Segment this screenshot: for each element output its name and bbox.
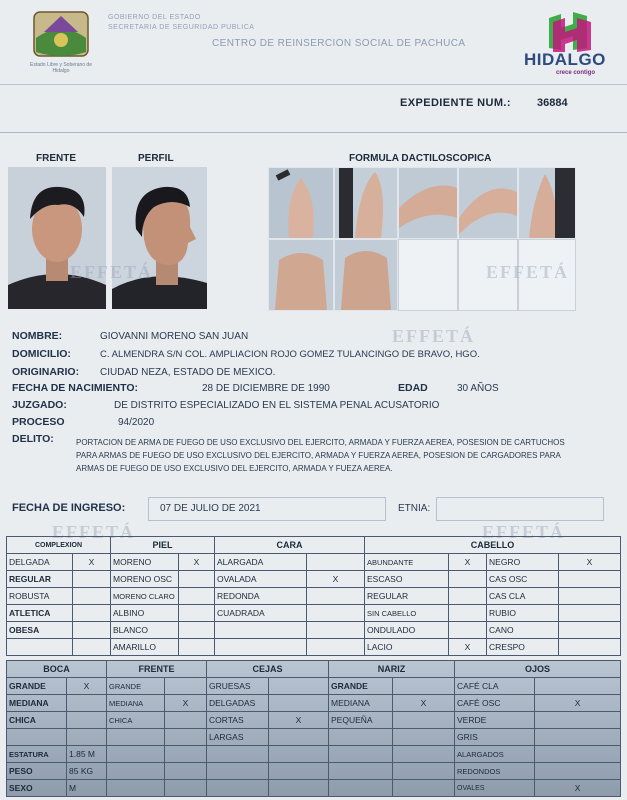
table-cell: 85 KG	[67, 763, 107, 780]
table-cell: CRESPO	[487, 639, 559, 656]
table-cell	[307, 588, 365, 605]
table-cell	[393, 780, 455, 797]
table-cell: LARGAS	[207, 729, 269, 746]
table-cell	[179, 639, 215, 656]
table-cell	[449, 622, 487, 639]
edad-value: 30 AÑOS	[457, 383, 499, 394]
table-cell	[107, 746, 165, 763]
table-cell: ESTATURA	[7, 746, 67, 763]
table-cell	[179, 622, 215, 639]
table-cell	[393, 712, 455, 729]
table-cell: MEDIANA	[107, 695, 165, 712]
juzgado-value: DE DISTRITO ESPECIALIZADO EN EL SISTEMA PENAL ACUSATORIO	[114, 400, 440, 411]
table-cell: MORENO	[111, 554, 179, 571]
table-cell: SEXO	[7, 780, 67, 797]
table-cell: X	[67, 678, 107, 695]
table-cell	[107, 780, 165, 797]
gov-small-line1: GOBIERNO DEL ESTADO	[108, 14, 201, 21]
table-cell	[269, 729, 329, 746]
table-cell: ALARGADOS	[455, 746, 535, 763]
table-cell: REDONDOS	[455, 763, 535, 780]
table-cell: REGULAR	[7, 571, 73, 588]
table-cell	[207, 746, 269, 763]
table-cell: MEDIANA	[329, 695, 393, 712]
header-cejas: CEJAS	[207, 661, 329, 678]
perfil-label: PERFIL	[138, 153, 174, 164]
table-cell	[535, 746, 621, 763]
profile-photo	[112, 167, 207, 309]
table-cell	[559, 571, 621, 588]
table-cell: ONDULADO	[365, 622, 449, 639]
table-cell	[269, 763, 329, 780]
table-cell	[559, 639, 621, 656]
table-cell: MORENO CLARO	[111, 588, 179, 605]
table-cell: CHICA	[7, 712, 67, 729]
hidalgo-slogan: crece contigo	[556, 70, 596, 76]
table-cell: MEDIANA	[7, 695, 67, 712]
front-photo	[8, 167, 106, 309]
table-cell: ALBINO	[111, 605, 179, 622]
table-cell: CORTAS	[207, 712, 269, 729]
table1-header-row	[7, 537, 621, 554]
table-cell: ABUNDANTE	[365, 554, 449, 571]
edad-label: EDAD	[398, 382, 428, 394]
table-cell	[559, 605, 621, 622]
table-cell: 1.85 M	[67, 746, 107, 763]
blank-cell-1	[398, 239, 458, 311]
nacimiento-label: FECHA DE NACIMIENTO:	[12, 382, 138, 394]
table-row	[7, 554, 621, 571]
table-cell: REGULAR	[365, 588, 449, 605]
center-name: CENTRO DE REINSERCION SOCIAL DE PACHUCA	[212, 38, 466, 49]
table-cell	[329, 763, 393, 780]
table-row	[7, 571, 621, 588]
table-cell: VERDE	[455, 712, 535, 729]
body-photo-cell-1	[268, 239, 334, 311]
table-cell	[393, 729, 455, 746]
header-complexion: COMPLEXION	[7, 537, 111, 554]
table-cell: X	[269, 712, 329, 729]
table-cell	[165, 729, 207, 746]
fingerprint-cell-3	[398, 167, 458, 239]
table-cell	[165, 746, 207, 763]
table-cell: CANO	[487, 622, 559, 639]
table-cell	[269, 746, 329, 763]
originario-value: CIUDAD NEZA, ESTADO DE MEXICO.	[100, 367, 276, 378]
frente-label: FRENTE	[36, 153, 76, 164]
table-cell	[73, 605, 111, 622]
table-row	[7, 780, 621, 797]
domicilio-value: C. ALMENDRA S/N COL. AMPLIACION ROJO GOMEZ TULANCINGO DE BRAVO, HGO.	[100, 349, 480, 360]
features-table-1	[6, 536, 621, 656]
table-cell	[73, 622, 111, 639]
table-cell	[67, 695, 107, 712]
table-cell	[329, 729, 393, 746]
table-cell: NEGRO	[487, 554, 559, 571]
table-cell	[107, 763, 165, 780]
table-cell	[7, 639, 73, 656]
table-row	[7, 678, 621, 695]
table-cell: GRANDE	[329, 678, 393, 695]
table-cell	[165, 780, 207, 797]
table-cell	[393, 678, 455, 695]
table-cell	[559, 588, 621, 605]
header-boca: BOCA	[7, 661, 107, 678]
nombre-label: NOMBRE:	[12, 330, 63, 342]
table-row	[7, 695, 621, 712]
table2-header-row	[7, 661, 621, 678]
juzgado-label: JUZGADO:	[12, 399, 67, 411]
watermark-2: EFFETÁ	[486, 262, 570, 282]
table-cell: X	[535, 780, 621, 797]
watermark-5: EFFETÁ	[482, 522, 566, 542]
table-cell: BLANCO	[111, 622, 179, 639]
expediente-number: 36884	[537, 97, 568, 109]
table-cell	[73, 588, 111, 605]
table-cell: RUBIO	[487, 605, 559, 622]
table-cell: LACIO	[365, 639, 449, 656]
table-cell	[269, 780, 329, 797]
nacimiento-value: 28 DE DICIEMBRE DE 1990	[202, 383, 330, 394]
table-cell	[73, 639, 111, 656]
table-row	[7, 746, 621, 763]
table-cell: AMARILLO	[111, 639, 179, 656]
formula-label: FORMULA DACTILOSCOPICA	[349, 153, 492, 164]
table-cell	[535, 729, 621, 746]
watermark-1: EFFETÁ	[70, 262, 154, 282]
table-cell: CAS CLA	[487, 588, 559, 605]
table-cell: DELGADAS	[207, 695, 269, 712]
table-cell	[449, 588, 487, 605]
table-cell	[165, 678, 207, 695]
table-row	[7, 712, 621, 729]
gov-small-line2: SECRETARIA DE SEGURIDAD PUBLICA	[108, 24, 255, 31]
etnia-field	[436, 497, 604, 521]
table-cell	[307, 622, 365, 639]
proceso-label: PROCESO	[12, 416, 65, 428]
header-nariz: NARIZ	[329, 661, 455, 678]
originario-label: ORIGINARIO:	[12, 366, 80, 378]
ingreso-label: FECHA DE INGRESO:	[12, 502, 126, 514]
table-cell	[535, 678, 621, 695]
table-row	[7, 729, 621, 746]
delito-value: PORTACION DE ARMA DE FUEGO DE USO EXCLUSIVO DEL EJERCITO, ARMADA Y FUERZA AEREA, POSESION DE CARTUCHOS PARA ARMAS DE FUEGO DE USO EXCLUSIVO DEL EJERCITO, ARMADA Y FUERZA AEREA, POSESION DE CARGADORES PARA ARMAS DE FUEGO DE USO EXCLUSIVO DEL EJERCITO, ARMADA Y FUEZA AEREA.	[76, 438, 565, 473]
table-cell: GRUESAS	[207, 678, 269, 695]
table-cell	[449, 605, 487, 622]
expediente-label: EXPEDIENTE NUM.:	[400, 97, 511, 109]
proceso-value: 94/2020	[118, 417, 155, 428]
table-cell	[179, 605, 215, 622]
table-cell: X	[449, 554, 487, 571]
table-cell: ROBUSTA	[7, 588, 73, 605]
table-cell: DELGADA	[7, 554, 73, 571]
delito-label: DELITO:	[12, 433, 54, 445]
table-cell: X	[393, 695, 455, 712]
table-cell	[329, 746, 393, 763]
table-cell: CHICA	[107, 712, 165, 729]
header-frente: FRENTE	[107, 661, 207, 678]
watermark-4: EFFETÁ	[52, 522, 136, 542]
table-cell: PEQUEÑA	[329, 712, 393, 729]
fingerprint-cell-1	[268, 167, 334, 239]
table-cell: OVALADA	[215, 571, 307, 588]
table-cell	[215, 639, 307, 656]
table-cell	[269, 678, 329, 695]
domicilio-label: DOMICILIO:	[12, 348, 71, 360]
seal-caption: Estado Libre y Soberano de Hidalgo	[30, 62, 92, 74]
table-row	[7, 622, 621, 639]
table-cell	[307, 639, 365, 656]
header-piel: PIEL	[111, 537, 215, 554]
table-cell: SIN CABELLO	[365, 605, 449, 622]
table-cell: X	[559, 554, 621, 571]
table-cell: REDONDA	[215, 588, 307, 605]
table-cell: M	[67, 780, 107, 797]
table-row	[7, 605, 621, 622]
table-cell: X	[307, 571, 365, 588]
header-cara: CARA	[215, 537, 365, 554]
table-cell	[179, 588, 215, 605]
hidalgo-h-logo	[543, 12, 595, 52]
table-cell	[559, 622, 621, 639]
ingreso-value: 07 DE JULIO DE 2021	[160, 503, 261, 514]
table-cell	[179, 571, 215, 588]
table-cell	[67, 712, 107, 729]
table-cell: PESO	[7, 763, 67, 780]
body-photo-cell-2	[334, 239, 398, 311]
table-cell	[393, 763, 455, 780]
table-cell	[535, 712, 621, 729]
table-cell	[107, 729, 165, 746]
table-cell	[215, 622, 307, 639]
etnia-label: ETNIA:	[398, 503, 431, 514]
fingerprint-cell-4	[458, 167, 518, 239]
nombre-value: GIOVANNI MORENO SAN JUAN	[100, 331, 249, 342]
table-cell	[329, 780, 393, 797]
table-cell: GRANDE	[107, 678, 165, 695]
header-cabello: CABELLO	[365, 537, 621, 554]
table-cell	[307, 554, 365, 571]
table-cell: CUADRADA	[215, 605, 307, 622]
table-row	[7, 588, 621, 605]
table-cell	[7, 729, 67, 746]
table-cell	[269, 695, 329, 712]
table-cell: GRIS	[455, 729, 535, 746]
table-cell: CAFÉ OSC	[455, 695, 535, 712]
table-cell	[165, 763, 207, 780]
table-cell	[165, 712, 207, 729]
table-cell: ALARGADA	[215, 554, 307, 571]
table-row	[7, 639, 621, 656]
table-cell	[207, 780, 269, 797]
table-cell: OVALES	[455, 780, 535, 797]
table-cell	[207, 763, 269, 780]
table-cell	[449, 571, 487, 588]
table-cell	[67, 729, 107, 746]
hidalgo-wordmark: HIDALGO	[524, 50, 606, 69]
table-cell: X	[73, 554, 111, 571]
table-cell: MORENO OSC	[111, 571, 179, 588]
table-cell: X	[165, 695, 207, 712]
fingerprint-cell-5	[518, 167, 576, 239]
table-cell: X	[179, 554, 215, 571]
table-cell: OBESA	[7, 622, 73, 639]
table-cell: ATLETICA	[7, 605, 73, 622]
state-seal-logo	[22, 8, 100, 78]
table-cell: X	[449, 639, 487, 656]
table-cell: GRANDE	[7, 678, 67, 695]
header-ojos: OJOS	[455, 661, 621, 678]
table-cell: CAFÉ CLA	[455, 678, 535, 695]
table-row	[7, 763, 621, 780]
watermark-3: EFFETÁ	[392, 326, 476, 346]
table-cell	[73, 571, 111, 588]
table-cell	[393, 746, 455, 763]
table-cell: X	[535, 695, 621, 712]
table-cell: ESCASO	[365, 571, 449, 588]
fingerprint-cell-2	[334, 167, 398, 239]
header-divider	[0, 84, 627, 85]
table-cell	[535, 763, 621, 780]
table-cell	[307, 605, 365, 622]
features-table-2	[6, 660, 621, 797]
table-cell: CAS OSC	[487, 571, 559, 588]
section-divider	[0, 132, 627, 133]
